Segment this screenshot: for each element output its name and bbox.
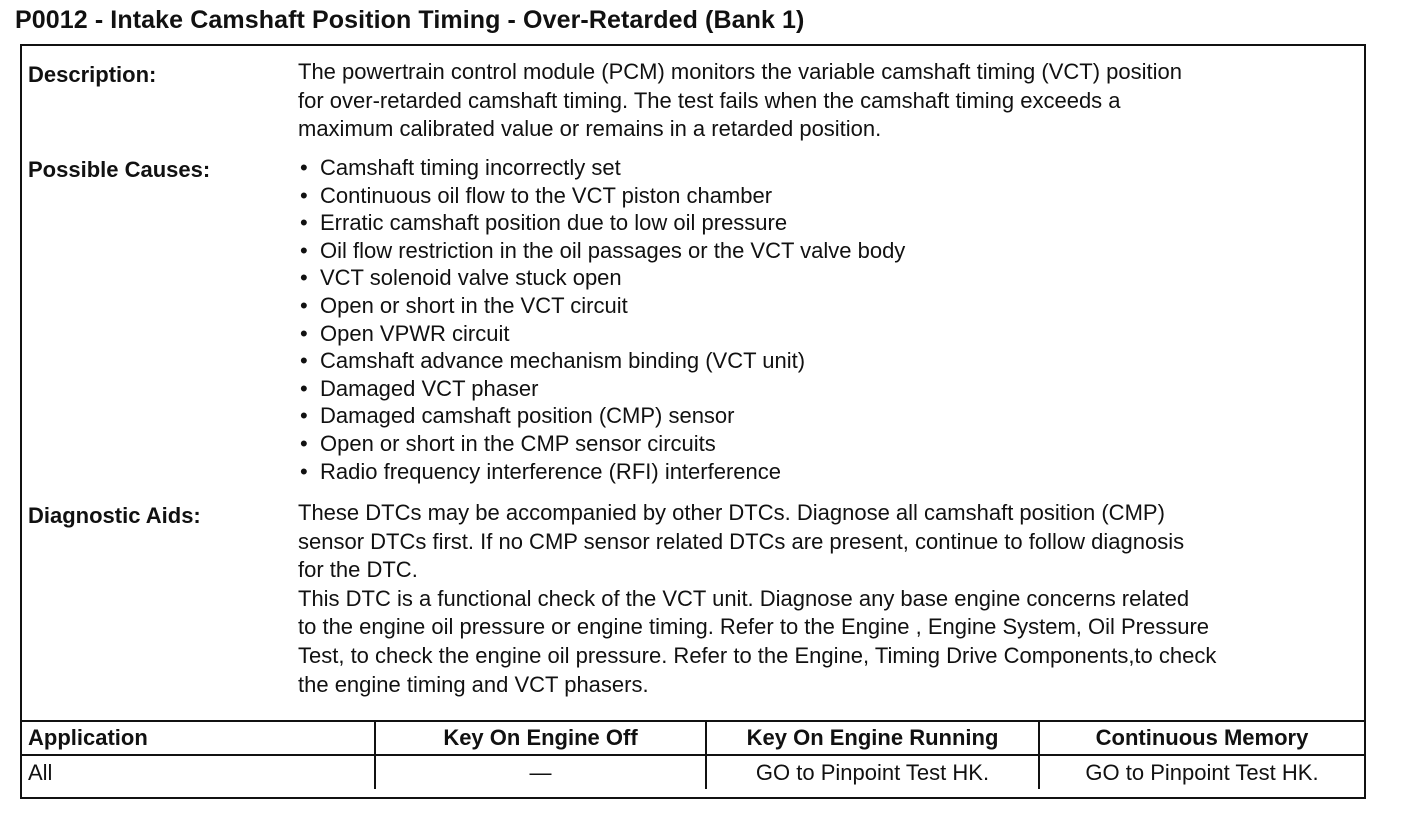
bullet-icon: •	[300, 265, 308, 291]
bullet-icon: •	[300, 320, 308, 346]
column-header-koer: Key On Engine Running	[706, 721, 1039, 755]
description-label: Description:	[28, 62, 157, 87]
list-item: • Open or short in the CMP sensor circuits	[300, 430, 716, 456]
diagnostic-aids-line: for the DTC.	[298, 557, 418, 583]
bullet-icon: •	[300, 210, 308, 236]
list-item: • Damaged camshaft position (CMP) sensor	[300, 403, 735, 429]
list-item: • Open or short in the VCT circuit	[300, 292, 628, 318]
application-table	[22, 720, 1364, 789]
list-item: • Continuous oil flow to the VCT piston chamber	[300, 182, 773, 208]
list-item: • Radio frequency interference (RFI) interference	[300, 458, 781, 484]
list-item: • Open VPWR circuit	[300, 320, 510, 346]
description-line: maximum calibrated value or remains in a retarded position.	[298, 116, 882, 142]
diagnostic-aids-line: These DTCs may be accompanied by other DTCs. Diagnose all camshaft position (CMP)	[298, 500, 1165, 525]
diagnostic-aids-line: the engine timing and VCT phasers.	[298, 671, 649, 697]
dtc-info-box	[20, 44, 1366, 799]
table-cell-koeo: —	[375, 755, 706, 789]
table-cell-continuous-memory: GO to Pinpoint Test HK.	[1039, 755, 1364, 789]
list-item: • Camshaft timing incorrectly set	[300, 155, 621, 180]
table-row	[22, 755, 1364, 789]
diagnostic-aids-line: Test, to check the engine oil pressure. Refer to the Engine, Timing Drive Components,to check	[298, 642, 1217, 668]
description-text	[298, 58, 1364, 144]
bullet-icon: •	[300, 375, 308, 401]
column-header-application: Application	[22, 721, 375, 755]
diagnostic-aids-line: sensor DTCs first. If no CMP sensor related DTCs are present, continue to follow diagnosis	[298, 528, 1185, 554]
page-title: P0012 - Intake Camshaft Position Timing - Over-Retarded (Bank 1)	[15, 6, 805, 34]
bullet-icon: •	[300, 458, 308, 484]
diagnostic-aids-text	[298, 499, 1364, 699]
description-line: for over-retarded camshaft timing. The test fails when the camshaft timing exceeds a	[298, 87, 1121, 113]
possible-causes-label: Possible Causes:	[28, 157, 211, 182]
bullet-icon: •	[300, 155, 308, 180]
bullet-icon: •	[300, 182, 308, 208]
bullet-icon: •	[300, 292, 308, 318]
list-item: • Damaged VCT phaser	[300, 375, 539, 401]
column-header-koeo: Key On Engine Off	[375, 721, 706, 755]
diagnostic-aids-label: Diagnostic Aids:	[28, 503, 201, 528]
column-header-continuous-memory: Continuous Memory	[1039, 721, 1364, 755]
list-item: • Camshaft advance mechanism binding (VCT unit)	[300, 348, 806, 374]
bullet-icon: •	[300, 403, 308, 429]
list-item: • Oil flow restriction in the oil passages or the VCT valve body	[300, 237, 906, 263]
list-item: • Erratic camshaft position due to low oil pressure	[300, 210, 788, 236]
list-item: • VCT solenoid valve stuck open	[300, 265, 622, 291]
table-cell-application: All	[22, 755, 375, 789]
table-header-row	[22, 721, 1364, 755]
diagnostic-aids-line: This DTC is a functional check of the VCT unit. Diagnose any base engine concerns related	[298, 585, 1190, 611]
possible-causes-list	[298, 154, 905, 485]
bullet-icon: •	[300, 430, 308, 456]
description-line: The powertrain control module (PCM) monitors the variable camshaft timing (VCT) position	[298, 59, 1182, 84]
bullet-icon: •	[300, 348, 308, 374]
bullet-icon: •	[300, 237, 308, 263]
diagnostic-aids-line: to the engine oil pressure or engine timing. Refer to the Engine , Engine System, Oil Pressure	[298, 614, 1210, 640]
table-cell-koer: GO to Pinpoint Test HK.	[706, 755, 1039, 789]
